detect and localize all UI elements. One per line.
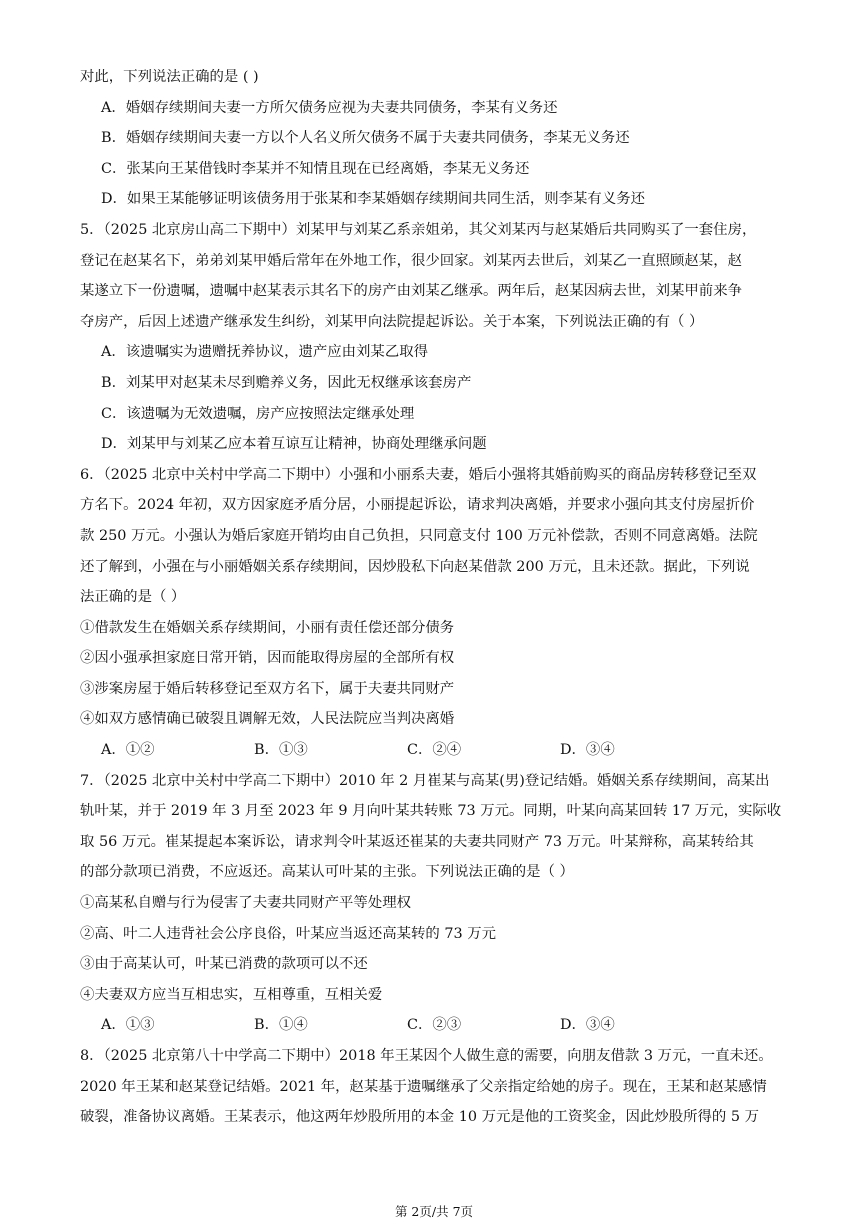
question-6 [80, 460, 800, 766]
question-7-choices [80, 1010, 800, 1041]
question-5-stem-line: 5．（2025 北京房山高二下期中）刘某甲与刘某乙系亲姐弟，其父刘某丙与赵某婚后共同购买了一套住房， [80, 221, 757, 238]
question-6-choice-a: A．①② [101, 742, 155, 759]
question-5-option-d: D．刘某甲与刘某乙应本着互谅互让精神，协商处理继承问题 [101, 436, 487, 453]
question-7-statement-3: ③由于高某认可，叶某已消费的款项可以不还 [80, 956, 368, 973]
question-7-statement-4: ④夫妻双方应当互相忠实，互相尊重，互相关爱 [80, 986, 383, 1003]
question-6-choice-c: C．②④ [407, 742, 462, 759]
question-6-choice-d: D．③④ [560, 742, 615, 759]
question-6-statement-2: ②因小强承担家庭日常开销，因而能取得房屋的全部所有权 [80, 650, 455, 667]
question-4-stem-tail: 对此，下列说法正确的是 ( ) [80, 69, 259, 85]
question-7-stem-line: 7．（2025 北京中关村中学高二下期中）2010 年 2 月崔某与高某(男)登记结婚。婚姻关系存续期间，高某出 [80, 772, 770, 789]
question-7-choice-b: B．①④ [254, 1017, 308, 1034]
question-5-option-a: A．该遗嘱实为遗赠抚养协议，遗产应由刘某乙取得 [101, 344, 428, 361]
question-5-option-b: B．刘某甲对赵某未尽到赡养义务，因此无权继承该套房产 [101, 374, 472, 391]
question-4-option-d: D．如果王某能够证明该债务用于张某和李某婚姻存续期间共同生活，则李某有义务还 [101, 191, 645, 208]
question-7-choice-c: C．②③ [407, 1017, 462, 1034]
question-6-choices [80, 735, 800, 766]
question-6-statement-4: ④如双方感情确已破裂且调解无效，人民法院应当判决离婚 [80, 711, 455, 728]
page-number: 第 2页/共 7页 [394, 1204, 474, 1219]
question-7-statement-2: ②高、叶二人违背社会公序良俗，叶某应当返还高某转的 73 万元 [80, 925, 497, 942]
question-6-statement-1: ①借款发生在婚姻关系存续期间，小丽有责任偿还部分债务 [80, 619, 455, 636]
question-6-statement-3: ③涉案房屋于婚后转移登记至双方名下，属于夫妻共同财产 [80, 680, 455, 697]
question-6-stem-line: 方名下。2024 年初，双方因家庭矛盾分居，小丽提起诉讼，请求判决离婚，并要求小强向其支付房屋折价 [80, 497, 755, 514]
question-7-choice-d: D．③④ [560, 1017, 615, 1034]
question-6-stem-line: 法正确的是（ ） [80, 589, 186, 606]
question-6-stem-line: 款 250 万元。小强认为婚后家庭开销均由自己负担，只同意支付 100 万元补偿款，否则不同意离婚。法院 [80, 527, 758, 544]
question-4-option-b: B．婚姻存续期间夫妻一方以个人名义所欠债务不属于夫妻共同债务，李某无义务还 [101, 130, 630, 147]
question-5 [80, 215, 800, 460]
question-5-option-c: C．该遗嘱为无效遗嘱，房产应按照法定继承处理 [101, 405, 415, 422]
question-8-stem-line: 2020 年王某和赵某登记结婚。2021 年，赵某基于遗嘱继承了父亲指定给她的房子。现在，王某和赵某感情 [80, 1078, 767, 1095]
question-4-option-c: C．张某向王某借钱时李某并不知情且现在已经离婚，李某无义务还 [101, 160, 530, 177]
question-6-choice-b: B．①③ [254, 742, 308, 759]
page-content [80, 62, 800, 1133]
question-4 [80, 62, 800, 215]
question-5-stem-line: 登记在赵某名下，弟弟刘某甲婚后常年在外地工作，很少回家。刘某丙去世后，刘某乙一直照顾赵某，赵 [80, 252, 742, 269]
question-7-statement-1: ①高某私自赠与行为侵害了夫妻共同财产平等处理权 [80, 895, 411, 912]
question-8 [80, 1041, 800, 1133]
question-7-choice-a: A．①③ [101, 1017, 155, 1034]
question-7 [80, 766, 800, 1041]
question-5-stem-line: 某遂立下一份遗嘱，遗嘱中赵某表示其名下的房产由刘某乙继承。两年后，赵某因病去世，刘某甲前来争 [80, 283, 742, 300]
question-6-stem-line: 6．（2025 北京中关村中学高二下期中）小强和小丽系夫妻，婚后小强将其婚前购买的商品房转移登记至双 [80, 466, 757, 483]
question-4-option-a: A．婚姻存续期间夫妻一方所欠债务应视为夫妻共同债务，李某有义务还 [101, 99, 558, 116]
question-6-stem-line: 还了解到，小强在与小丽婚姻关系存续期间，因炒股私下向赵某借款 200 万元，且未还款。据此，下列说 [80, 558, 750, 575]
question-8-stem-line: 8．（2025 北京第八十中学高二下期中）2018 年王某因个人做生意的需要，向朋友借款 3 万元，一直未还。 [80, 1048, 773, 1064]
question-7-stem-line: 取 56 万元。崔某提起本案诉讼，请求判令叶某返还崔某的夫妻共同财产 73 万元。叶某辩称，高某转给其 [80, 833, 754, 850]
question-5-stem-line: 夺房产，后因上述遗产继承发生纠纷，刘某甲向法院提起诉讼。关于本案，下列说法正确的有（ ） [80, 313, 704, 330]
question-7-stem-line: 的部分款项已消费，不应返还。高某认可叶某的主张。下列说法正确的是（ ） [80, 864, 574, 881]
question-8-stem-line: 破裂，准备协议离婚。王某表示，他这两年炒股所用的本金 10 万元是他的工资奖金，因此炒股所得的 5 万 [80, 1109, 759, 1126]
question-7-stem-line: 轨叶某，并于 2019 年 3 月至 2023 年 9 月向叶某共转账 73 万元。同期，叶某向高某回转 17 万元，实际收 [80, 803, 782, 820]
